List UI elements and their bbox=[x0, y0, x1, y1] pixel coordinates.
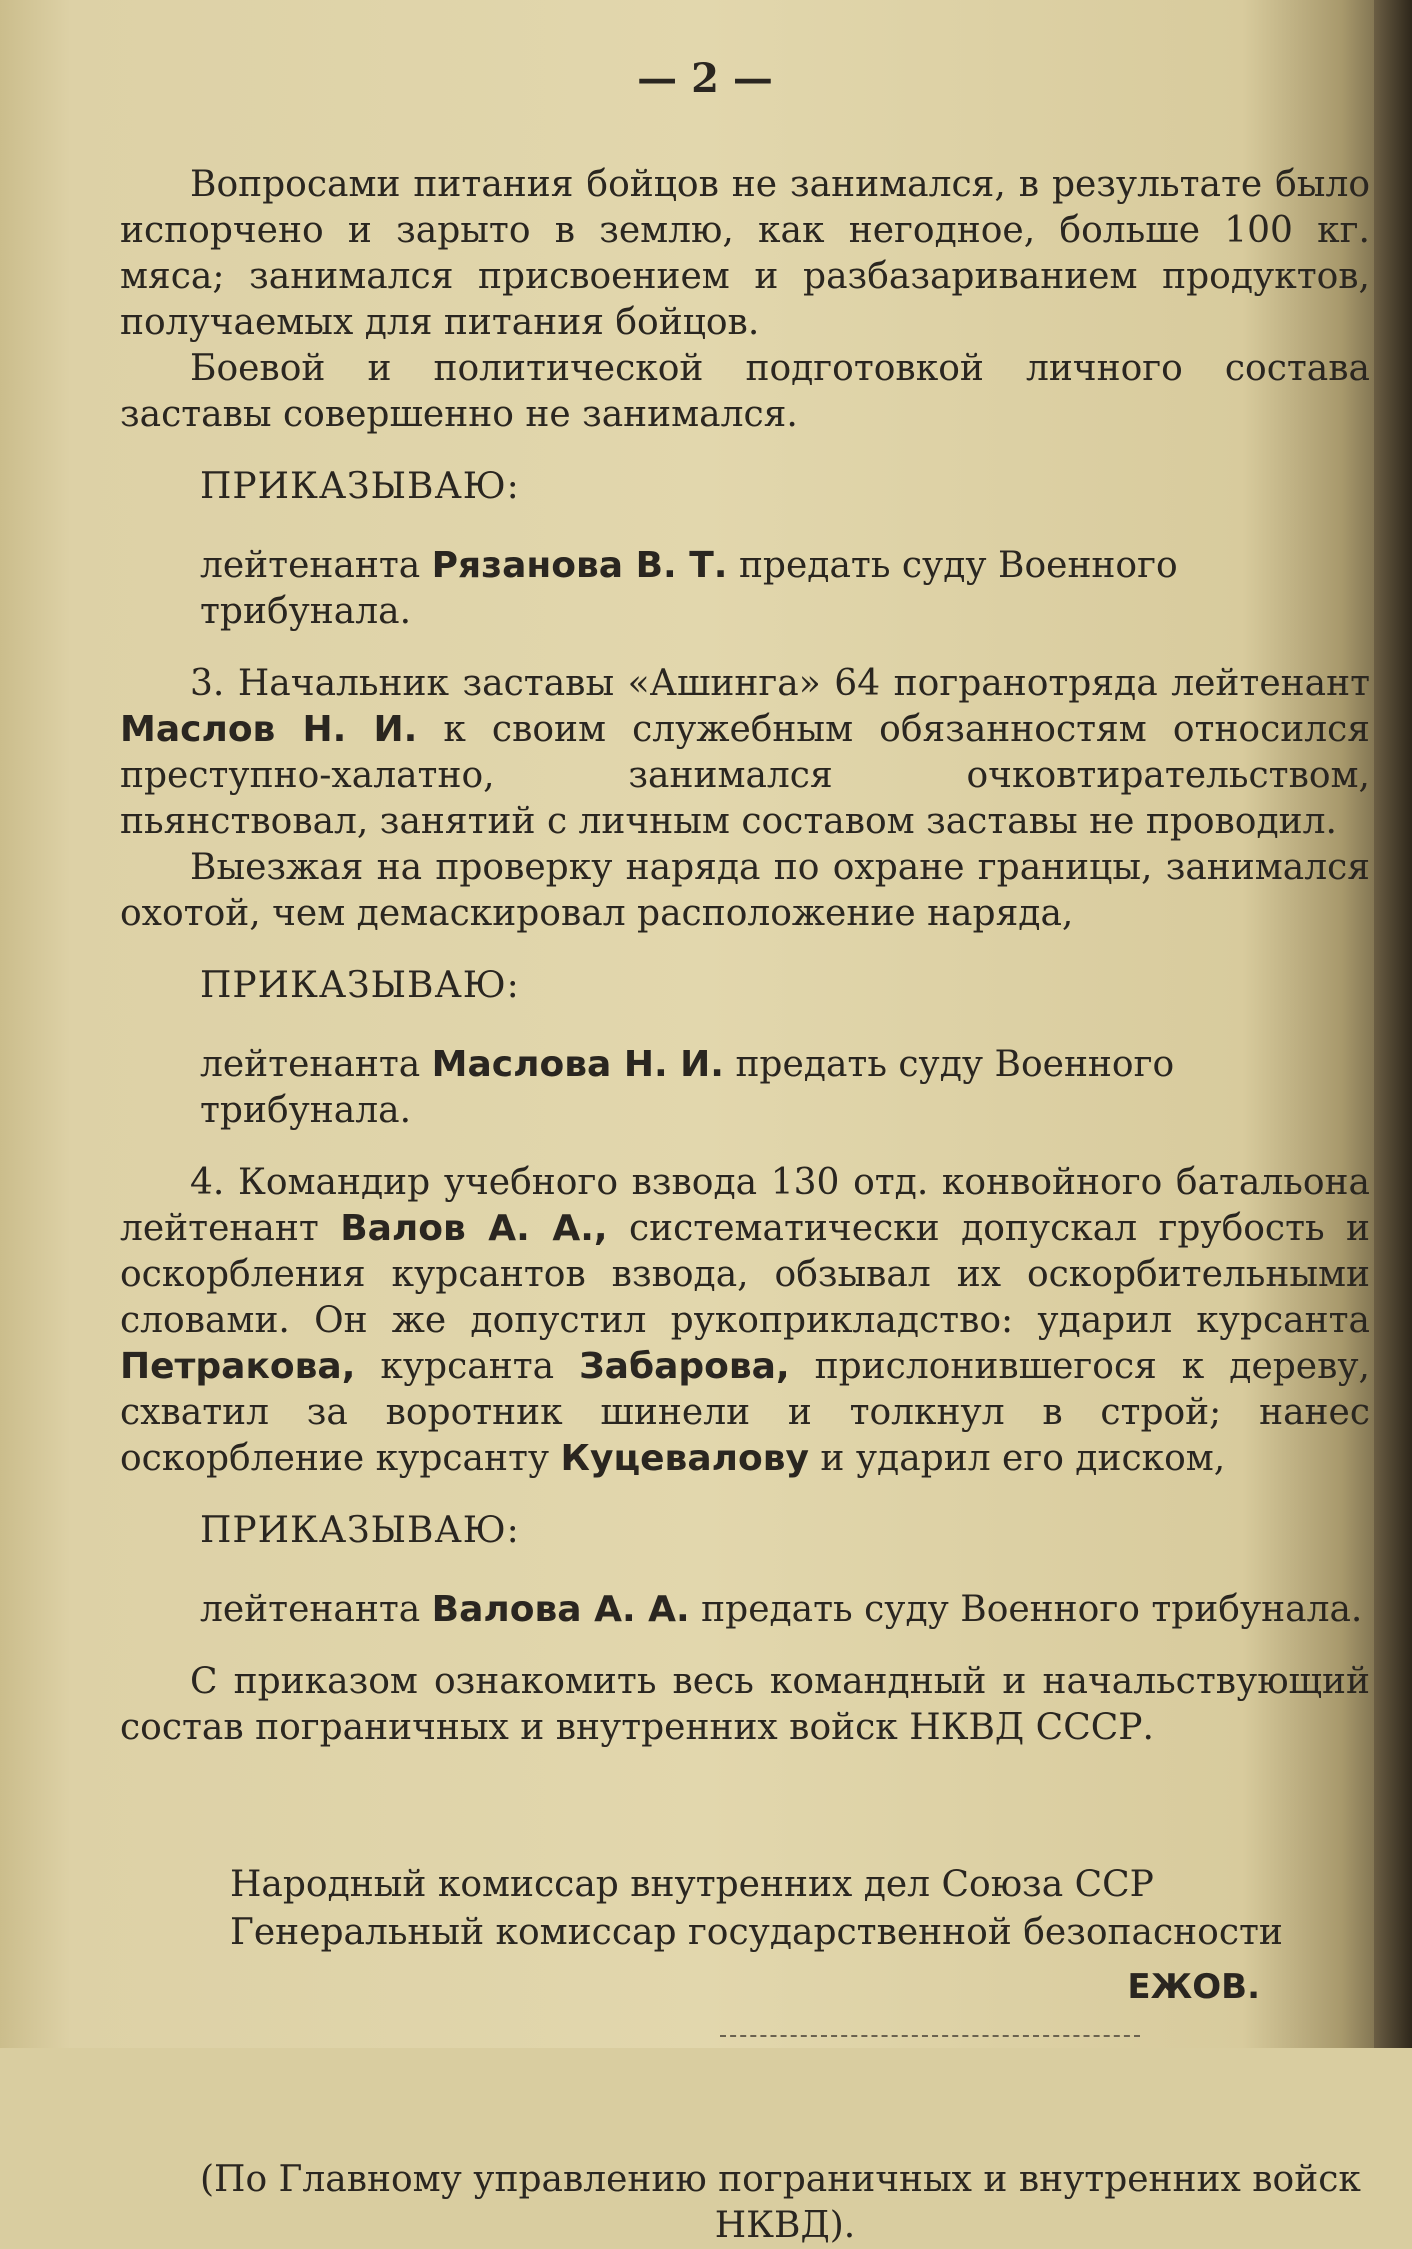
order-heading-1: ПРИКАЗЫВАЮ: bbox=[200, 466, 520, 507]
paragraph-training: Боевой и политической подготовкой личного состава заставы совершенно не занимался. bbox=[120, 348, 1370, 435]
footnote-line-1: (По Главному управлению пограничных и внутренних войск bbox=[200, 2159, 1361, 2200]
signature-divider bbox=[720, 2035, 1140, 2037]
signature-title-2: Генеральный комиссар государственной безопасности bbox=[230, 1912, 1283, 1953]
item-4-e: и ударил его диском, bbox=[820, 1438, 1226, 1479]
sentence-2 bbox=[200, 1042, 1370, 1134]
order-heading-2: ПРИКАЗЫВАЮ: bbox=[200, 965, 520, 1006]
item-4-c: курсанта bbox=[380, 1346, 555, 1387]
sentence-2-name: Маслова Н. И. bbox=[431, 1044, 724, 1085]
item-3-post: к своим служебным обязанностям относился преступно-халатно, занимался очковтирательством, пьянствовал, занятий с личным составом заставы не проводил. bbox=[120, 709, 1370, 842]
item-3-pre: 3. Начальник заставы «Ашинга» 64 погранотряда лейтенант bbox=[190, 663, 1370, 704]
page-number: — 2 — bbox=[637, 55, 773, 102]
signature-block bbox=[230, 1861, 1370, 1957]
item-4-name-1: Валов А. А., bbox=[340, 1208, 608, 1249]
paragraph-item-3 bbox=[120, 661, 1370, 845]
paragraph-food: Вопросами питания бойцов не занимался, в результате было испорчено и зарыто в землю, как негодное, больше 100 кг. мяса; занимался присвоением и разбазариванием продуктов, получаемых для питания бойцов. bbox=[120, 164, 1370, 343]
item-4-b: систематически допускал грубость и оскорбления курсантов взвода, обзывал их оскорбительными словами. Он же допустил рукоприкладство: ударил курсанта bbox=[120, 1208, 1371, 1341]
sentence-3-pre: лейтенанта bbox=[200, 1589, 421, 1630]
paragraph-acquaint: С приказом ознакомить весь командный и начальствующий состав пограничных и внутренних войск НКВД СССР. bbox=[120, 1661, 1370, 1748]
footnote-line-2: НКВД). bbox=[714, 2205, 856, 2246]
item-4-name-3: Забарова, bbox=[579, 1346, 790, 1387]
item-4-name-4: Куцевалову bbox=[560, 1438, 809, 1479]
paragraph-item-4 bbox=[120, 1160, 1370, 1482]
sentence-3 bbox=[200, 1587, 1370, 1633]
item-3-name: Маслов Н. И. bbox=[120, 709, 418, 750]
sentence-1-pre: лейтенанта bbox=[200, 545, 421, 586]
signature-title-1: Народный комиссар внутренних дел Союза ССР bbox=[230, 1864, 1154, 1905]
paragraph-hunting: Выезжая на проверку наряда по охране границы, занимался охотой, чем демаскировал расположение наряда, bbox=[120, 847, 1370, 934]
order-heading-3: ПРИКАЗЫВАЮ: bbox=[200, 1510, 520, 1551]
item-4-d: прислонившегося к дереву, схватил за воротник шинели и толкнул в строй; нанес оскорбление курсанту bbox=[120, 1346, 1370, 1479]
signature-name: ЕЖОВ. bbox=[1127, 1967, 1260, 2007]
sentence-2-pre: лейтенанта bbox=[200, 1044, 421, 1085]
footnote bbox=[200, 2157, 1370, 2249]
item-4-a: 4. Командир учебного взвода 130 отд. конвойного батальона лейтенант bbox=[120, 1162, 1370, 1249]
book-spine-shadow bbox=[1374, 0, 1412, 2048]
document-content bbox=[120, 55, 1370, 2249]
sentence-2-post: предать суду Военного трибунала. bbox=[200, 1044, 1175, 1131]
sentence-1-name: Рязанова В. Т. bbox=[431, 545, 728, 586]
sentence-1 bbox=[200, 543, 1370, 635]
sentence-1-post: предать суду Военного трибунала. bbox=[200, 545, 1178, 632]
sentence-3-name: Валова А. А. bbox=[431, 1589, 690, 1630]
item-4-name-2: Петракова, bbox=[120, 1346, 356, 1387]
sentence-3-post: предать суду Военного трибунала. bbox=[701, 1589, 1363, 1630]
